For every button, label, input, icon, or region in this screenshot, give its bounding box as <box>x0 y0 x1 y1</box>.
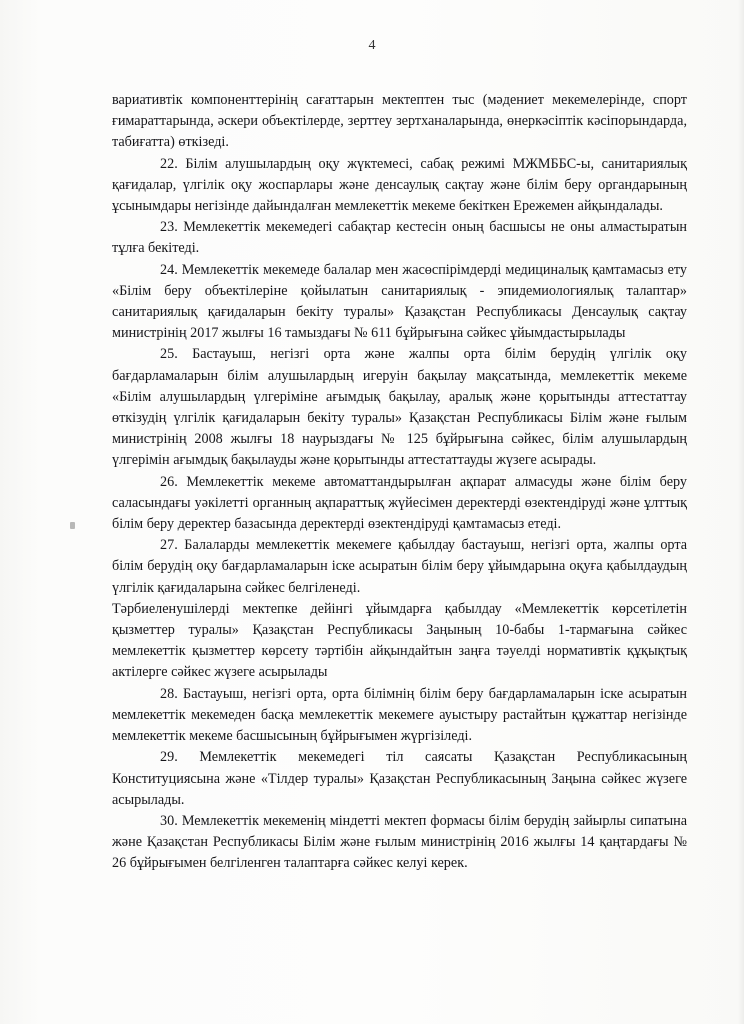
paragraph-27: 27. Балаларды мемлекеттік мекемеге қабылдау бастауыш, негізгі орта, жалпы орта білім берудің оқу бағдарламаларын іске асыратын білім беру ұйымдарына оқуға қабылдаудың үлгілік қағидаларына сәйкес белгіленеді. <box>112 537 687 596</box>
page-number: 4 <box>368 38 376 53</box>
paragraph-23: 23. Мемлекеттік мекемедегі сабақтар кестесін оның басшысы не оны алмастыратын тұлға бекітеді. <box>112 219 687 257</box>
paragraph-22: 22. Білім алушылардың оқу жүктемесі, сабақ режимі МЖМББС-ы, санитариялық қағидалар, үлгілік оқу жоспарлары және денсаулық сақтау және білім беру органдарының ұсынымдары негізінде дайындалған мемлекеттік мекеме бекіткен Ережемен айқындалады. <box>112 155 687 215</box>
paragraph-29: 29. Мемлекеттік мекемедегі тіл саясаты Қазақстан Республикасының Конституциясына және «Тілдер туралы» Қазақстан Республикасының Заңына сәйкес жүзеге асырылады. <box>112 749 687 808</box>
paragraph-26: 26. Мемлекеттік мекеме автоматтандырылған ақпарат алмасуды және білім беру саласындағы уәкілетті органның ақпараттық жүйесімен деректерді өзектендіруді және ұлттық білім беру деректер базасында деректерді өзектендіруді қамтамасыз етеді. <box>112 473 687 533</box>
paragraph-25: 25. Бастауыш, негізгі орта және жалпы орта білім берудің үлгілік оқу бағдарламаларын білім алушылардың игеруін бақылау мақсатында, мемлекеттік мекеме «Білім алушылардың үлгеріміне ағымдық бақылау, аралық және қорытынды аттестаттау өткізудің үлгілік қағидаларын бекіту туралы» Қазақстан Республикасы Білім және ғылым министрінің 2008 жылғы 18 наурыздағы № 125 бұйрығына сәйкес, білім алушылардың үлгерімін ағымдық бақылауды және қорытынды аттестаттауды жүзеге асырады. <box>112 346 687 469</box>
document-body <box>112 90 687 875</box>
paragraph-28: 28. Бастауыш, негізгі орта, орта білімнің білім беру бағдарламаларын іске асыратын мемлекеттік мекемеден басқа мемлекеттік мекемеге ауыстыру растайтын құжаттар негізінде мемлекеттік мекеме басшысының бұйрығымен жүргізіледі. <box>112 685 687 745</box>
page-edge-shadow <box>738 0 744 1024</box>
scan-artifact <box>70 522 75 529</box>
paragraph-24: 24. Мемлекеттік мекемеде балалар мен жасөспірімдерді медициналық қамтамасыз ету «Білім беру объектілеріне қойылатын санитариялық - эпидемиологиялық талаптар» санитариялық қағидаларын бекіту туралы» Қазақстан Республикасы Денсаулық сақтау министрінің 2017 жылғы 16 тамыздағы № 611 бұйрығына сәйкес ұйымдастырылады <box>112 261 687 342</box>
paragraph-30: 30. Мемлекеттік мекеменің міндетті мектеп формасы білім берудің зайырлы сипатына және Қазақстан Республикасы Білім және ғылым министрінің 2016 жылғы 14 қаңтардағы № 26 бұйрығымен белгіленген талаптарға сәйкес келуі керек. <box>112 812 687 872</box>
paragraph-continuation: вариативтік компоненттерінің сағаттарын мектептен тыс (мәдениет мекемелерінде, спорт ғимараттарында, әскери объектілерде, зерттеу зертханаларында, өнеркәсіптік кәсіпорындарда, табиғатта) өткізеді. <box>112 92 687 151</box>
paragraph-27-continuation: Тәрбиеленушілерді мектепке дейінгі ұйымдарға қабылдау «Мемлекеттік көрсетілетін қызметтер туралы» Қазақстан Республикасы Заңының 10-бабы 1-тармағына сәйкес мемлекеттік қызметтер көрсету тәртібін айқындайтын заңға тәуелді нормативтік құқықтық актілерге сәйкес жүзеге асырылады <box>112 600 687 681</box>
